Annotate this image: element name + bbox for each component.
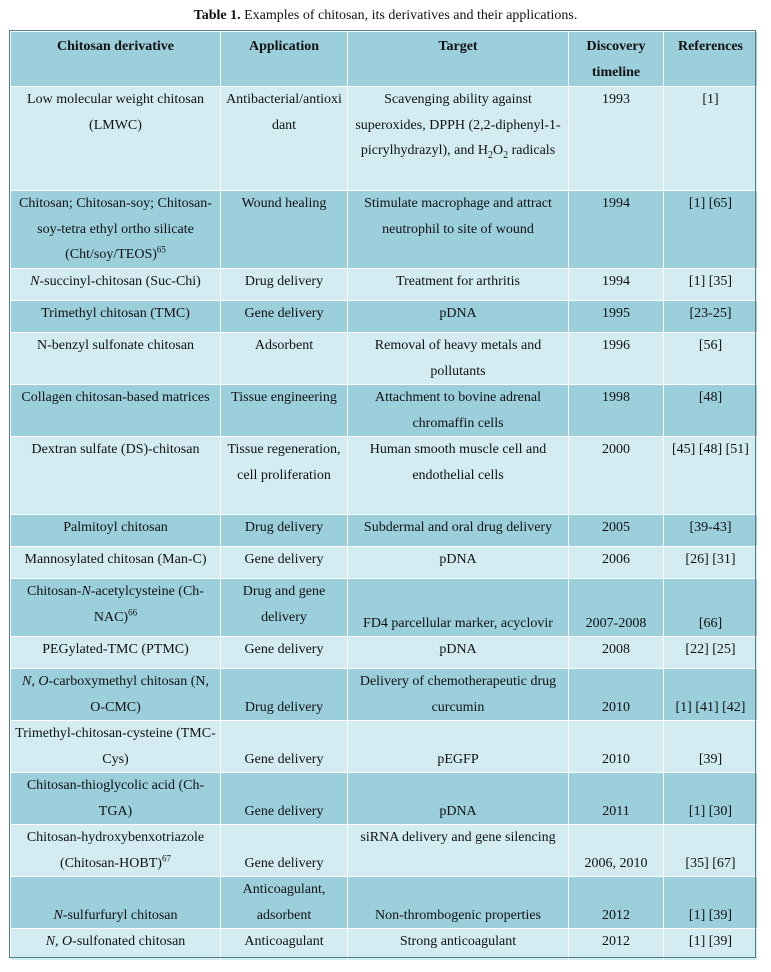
table-row (11, 87, 758, 191)
cell-target: pDNA (348, 637, 569, 669)
cell-derivative: PEGylated-TMC (PTMC) (11, 637, 221, 669)
cell-derivative: N-benzyl sulfonate chitosan (11, 333, 221, 385)
cell-target: Treatment for arthritis (348, 269, 569, 301)
cell-target: pDNA (348, 301, 569, 333)
table-row (11, 579, 758, 637)
cell-application: Gene delivery (221, 773, 348, 825)
cell-timeline: 1998 (569, 385, 664, 437)
cell-references: [45] [48] [51] (664, 437, 758, 515)
cell-references: [35] [67] (664, 825, 758, 877)
derivative-sup: 67 (161, 852, 171, 863)
cell-derivative: Chitosan-thioglycolic acid (Ch-TGA) (11, 773, 221, 825)
derivative-text: -sulfurfuryl chitosan (62, 907, 178, 923)
caption-text: Examples of chitosan, its derivatives and their applications. (240, 8, 578, 23)
cell-timeline: 2006, 2010 (569, 825, 664, 877)
derivative-italic: N (53, 907, 63, 923)
target-text: Scavenging ability against superoxides, DPPH (2,2-diphenyl-1- picrylhydrazyl), and H (355, 92, 561, 158)
cell-timeline: 1995 (569, 301, 664, 333)
derivative-text: Chitosan; Chitosan-soy; Chitosan-soy-tetra ethyl ortho silicate (Cht/soy/TEOS) (19, 196, 212, 262)
cell-derivative: Trimethyl-chitosan-cysteine (TMC-Cys) (11, 721, 221, 773)
cell-timeline: 2008 (569, 637, 664, 669)
cell-references: [1] [41] [42] (664, 669, 758, 721)
cell-application: Drug delivery (221, 515, 348, 547)
derivative-text: -acetylcysteine (Ch-NAC) (90, 584, 204, 625)
table-row (11, 773, 758, 825)
cell-application: Gene delivery (221, 637, 348, 669)
cell-timeline: 1993 (569, 87, 664, 191)
cell-timeline: 2012 (569, 877, 664, 929)
derivative-italic: N, O (45, 934, 73, 949)
cell-timeline: 1996 (569, 333, 664, 385)
target-text: radicals (508, 143, 556, 158)
cell-target: FD4 parcellular marker, acyclovir (348, 579, 569, 637)
cell-references: [1] [39] (664, 929, 758, 961)
cell-target (348, 87, 569, 191)
cell-references: [1] [39] (664, 877, 758, 929)
cell-references: [1] [30] (664, 773, 758, 825)
derivative-italic: N, O (21, 674, 49, 689)
table-row (11, 385, 758, 437)
header-application: Application (221, 32, 348, 87)
cell-references: [56] (664, 333, 758, 385)
table-row (11, 333, 758, 385)
cell-references: [23-25] (664, 301, 758, 333)
cell-target: pDNA (348, 547, 569, 579)
cell-references: [39-43] (664, 515, 758, 547)
cell-derivative (11, 579, 221, 637)
cell-derivative (11, 929, 221, 961)
cell-target: siRNA delivery and gene silencing (348, 825, 569, 877)
cell-application: Drug delivery (221, 669, 348, 721)
cell-timeline: 2010 (569, 669, 664, 721)
table-row (11, 877, 758, 929)
table-header-row (11, 32, 758, 87)
table-row (11, 269, 758, 301)
cell-derivative: Trimethyl chitosan (TMC) (11, 301, 221, 333)
cell-derivative: Low molecular weight chitosan (LMWC) (11, 87, 221, 191)
derivative-text: Chitosan-hydroxybenxotriazole (Chitosan-HOBT) (26, 830, 205, 871)
target-text: O (492, 143, 504, 158)
cell-application: Anticoagulant (221, 929, 348, 961)
derivative-text: Chitosan- (27, 584, 82, 599)
table-row (11, 437, 758, 515)
cell-application: Wound healing (221, 191, 348, 269)
cell-application: Drug delivery (221, 269, 348, 301)
cell-application: Anticoagulant, adsorbent (221, 877, 348, 929)
cell-references: [1] [35] (664, 269, 758, 301)
table-row (11, 669, 758, 721)
table-caption (0, 6, 771, 26)
derivative-italic: N (30, 274, 40, 289)
cell-application: Gene delivery (221, 825, 348, 877)
cell-application: Drug and gene delivery (221, 579, 348, 637)
cell-derivative (11, 269, 221, 301)
derivative-text: -sulfonated chitosan (72, 934, 186, 949)
target-sub: 2 (487, 149, 493, 161)
cell-target: Delivery of chemotherapeutic drug curcumin (348, 669, 569, 721)
cell-derivative: Mannosylated chitosan (Man-C) (11, 547, 221, 579)
cell-timeline: 2007-2008 (569, 579, 664, 637)
caption-label: Table 1. (193, 8, 241, 23)
table-row (11, 637, 758, 669)
cell-references: [26] [31] (664, 547, 758, 579)
header-references: References (664, 32, 758, 87)
cell-target: Strong anticoagulant (348, 929, 569, 961)
cell-references: [39] (664, 721, 758, 773)
cell-timeline: 2005 (569, 515, 664, 547)
cell-references: [22] [25] (664, 637, 758, 669)
cell-application: Gene delivery (221, 301, 348, 333)
table-row (11, 825, 758, 877)
chitosan-table (10, 31, 758, 961)
cell-application: Antibacterial/antioxidant (221, 87, 348, 191)
cell-timeline: 2006 (569, 547, 664, 579)
cell-derivative: Dextran sulfate (DS)-chitosan (11, 437, 221, 515)
cell-timeline: 2010 (569, 721, 664, 773)
cell-derivative (11, 877, 221, 929)
cell-target: Attachment to bovine adrenal chromaffin cells (348, 385, 569, 437)
cell-application: Tissue engineering (221, 385, 348, 437)
cell-target: pEGFP (348, 721, 569, 773)
header-timeline: Discovery timeline (569, 32, 664, 87)
cell-derivative (11, 669, 221, 721)
cell-derivative (11, 825, 221, 877)
derivative-sup: 65 (156, 244, 166, 255)
table-row (11, 301, 758, 333)
cell-target: Removal of heavy metals and pollutants (348, 333, 569, 385)
table-row (11, 515, 758, 547)
derivative-sup: 66 (128, 606, 138, 617)
cell-target: pDNA (348, 773, 569, 825)
cell-timeline: 1994 (569, 191, 664, 269)
cell-derivative (11, 191, 221, 269)
header-target: Target (348, 32, 569, 87)
cell-timeline: 2012 (569, 929, 664, 961)
cell-references: [66] (664, 579, 758, 637)
table-row (11, 721, 758, 773)
cell-target: Human smooth muscle cell and endothelial cells (348, 437, 569, 515)
table-row (11, 191, 758, 269)
cell-references: [1] (664, 87, 758, 191)
cell-target: Stimulate macrophage and attract neutrophil to site of wound (348, 191, 569, 269)
cell-derivative: Palmitoyl chitosan (11, 515, 221, 547)
cell-application: Gene delivery (221, 721, 348, 773)
target-sub: 2 (503, 149, 509, 161)
cell-references: [1] [65] (664, 191, 758, 269)
derivative-text: -carboxymethyl chitosan (N, O-CMC) (48, 674, 209, 715)
cell-derivative: Collagen chitosan-based matrices (11, 385, 221, 437)
cell-target: Subdermal and oral drug delivery (348, 515, 569, 547)
table-row (11, 929, 758, 961)
header-derivative: Chitosan derivative (11, 32, 221, 87)
cell-application: Tissue regeneration, cell proliferation (221, 437, 348, 515)
cell-references: [48] (664, 385, 758, 437)
cell-application: Adsorbent (221, 333, 348, 385)
derivative-text: -succinyl-chitosan (Suc-Chi) (39, 274, 201, 289)
cell-timeline: 2000 (569, 437, 664, 515)
cell-timeline: 2011 (569, 773, 664, 825)
cell-timeline: 1994 (569, 269, 664, 301)
cell-target: Non-thrombogenic properties (348, 877, 569, 929)
derivative-italic: N (81, 584, 91, 599)
table-row (11, 547, 758, 579)
cell-application: Gene delivery (221, 547, 348, 579)
